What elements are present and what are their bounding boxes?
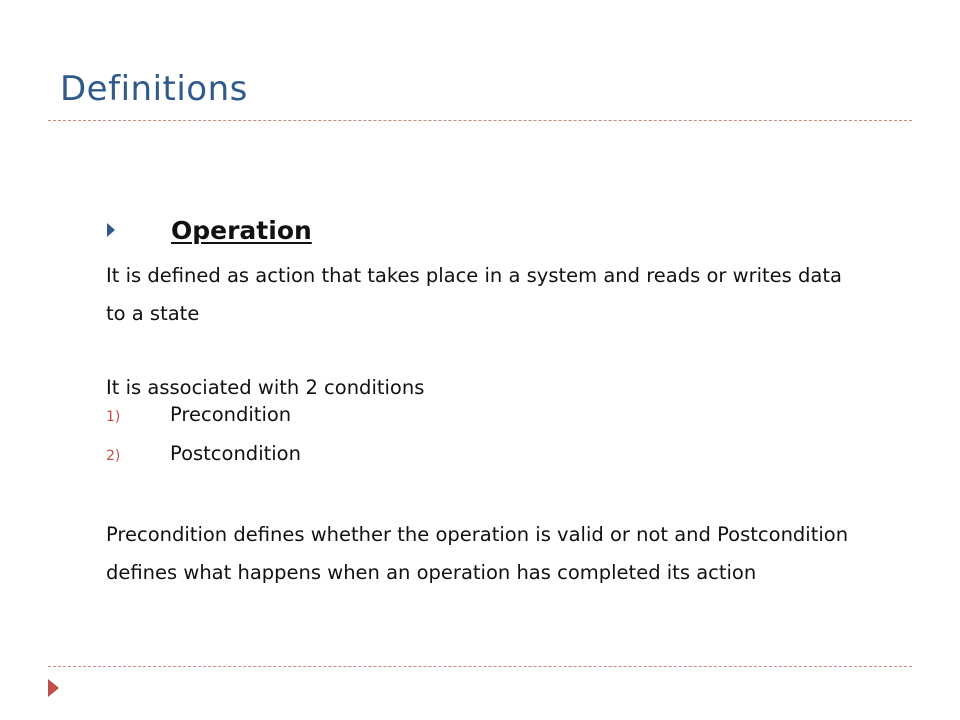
conditions-list (106, 403, 301, 481)
explanation-paragraph: Precondition defines whether the operation is valid or not and Postcondition defines what happens when an operation has completed its action (106, 523, 849, 584)
list-text: Precondition (170, 403, 292, 426)
triangle-right-icon (48, 679, 59, 697)
top-divider (48, 120, 912, 121)
conditions-intro: It is associated with 2 conditions (106, 376, 425, 399)
section-heading: Operation (171, 215, 312, 245)
definition-paragraph: It is defined as action that takes place in a system and reads or writes data to a state (106, 264, 842, 325)
bottom-divider (48, 666, 912, 667)
list-item (106, 442, 301, 481)
heading-row (107, 212, 312, 248)
triangle-right-icon (107, 223, 115, 237)
slide-title: Definitions (60, 69, 248, 109)
list-item (106, 403, 301, 442)
list-number: 2) (106, 448, 121, 464)
list-number: 1) (106, 409, 121, 425)
list-text: Postcondition (170, 442, 301, 465)
